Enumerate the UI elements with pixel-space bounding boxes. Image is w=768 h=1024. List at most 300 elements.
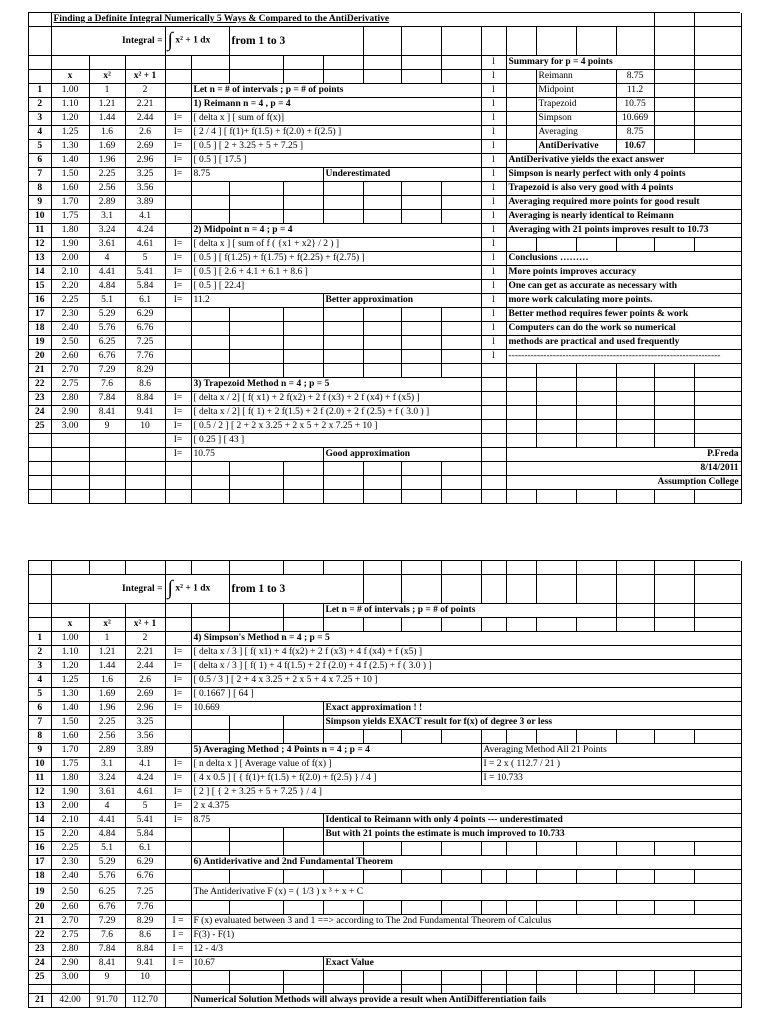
col-header-x: x (51, 618, 89, 632)
x-squared-value: 7.29 (89, 364, 125, 378)
x-value: 2.25 (51, 842, 89, 856)
x-total: 42.00 (51, 994, 89, 1008)
definitions-line: Let n = # of intervals ; p = # of points (323, 604, 616, 618)
table-row (29, 786, 741, 800)
x-squared-value: 8.41 (89, 406, 125, 420)
side-note: I = 2 x ( 112.7 / 21 ) (481, 758, 741, 772)
row-number: 5 (29, 688, 51, 702)
table-row (29, 224, 741, 238)
table-row (29, 971, 741, 985)
equation-prefix: I= (165, 702, 191, 716)
note-text: P.Freda (506, 448, 741, 462)
x-value: 2.25 (51, 294, 89, 308)
equation-prefix (165, 884, 191, 901)
equation-prefix (165, 632, 191, 646)
x-squared-value (89, 476, 125, 490)
x-squared-value: 1.6 (89, 126, 125, 140)
equation-prefix (165, 378, 191, 392)
function-value: 5 (125, 800, 165, 814)
totals-row (29, 994, 741, 1008)
x-value: 1.50 (51, 168, 89, 182)
table-row (29, 112, 741, 126)
divider-mark: l (481, 294, 506, 308)
row-number: 16 (29, 842, 51, 856)
x-value: 2.10 (51, 814, 89, 828)
divider-mark (481, 406, 506, 420)
equation-prefix: I = (165, 929, 191, 943)
function-value: 3.89 (125, 744, 165, 758)
function-value: 4.61 (125, 786, 165, 800)
x-squared-value: 1 (89, 84, 125, 98)
summary-name: Trapezoid (536, 98, 616, 112)
x-value: 2.80 (51, 943, 89, 957)
divider-mark (481, 462, 506, 476)
table-row (29, 210, 741, 224)
x-value: 1.70 (51, 744, 89, 758)
table-row (29, 252, 741, 266)
x-squared-value: 5.76 (89, 870, 125, 884)
x-value: 2.30 (51, 308, 89, 322)
worksheet-top (28, 12, 740, 504)
row-number: 13 (29, 252, 51, 266)
work-text: 3) Trapezoid Method n = 4 ; p = 5 (191, 378, 481, 392)
x-squared-value: 4.84 (89, 828, 125, 842)
row-number: 24 (29, 406, 51, 420)
summary-name: Reimann (536, 70, 616, 84)
row-number: 16 (29, 294, 51, 308)
table-row (29, 772, 741, 786)
work-text: 2) Midpoint n = 4 ; p = 4 (191, 224, 481, 238)
x-value: 3.00 (51, 420, 89, 434)
function-value (125, 462, 165, 476)
x-squared-value: 6.76 (89, 350, 125, 364)
x-squared-value: 2.56 (89, 730, 125, 744)
table-row (29, 870, 741, 884)
row-number (29, 434, 51, 448)
divider-mark: l (481, 154, 506, 168)
table-row (29, 730, 741, 744)
divider-mark: l (481, 308, 506, 322)
work-text: 10.669 (191, 702, 323, 716)
x-squared-value (89, 448, 125, 462)
x-squared-value: 1.44 (89, 112, 125, 126)
x-value: 2.40 (51, 870, 89, 884)
equation-prefix (165, 730, 191, 744)
row-number (29, 462, 51, 476)
table-row (29, 406, 741, 420)
x-value: 1.80 (51, 224, 89, 238)
x-value: 1.20 (51, 660, 89, 674)
row-number: 19 (29, 336, 51, 350)
row-number: 23 (29, 392, 51, 406)
table-row (29, 378, 741, 392)
divider-mark: l (481, 168, 506, 182)
x-value: 2.00 (51, 800, 89, 814)
function-value: 2 (125, 632, 165, 646)
row-number: 21 (29, 915, 51, 929)
row-number: 7 (29, 716, 51, 730)
x-squared-value: 2.25 (89, 716, 125, 730)
work-text: [ 0.5 ] [ 2.6 + 4.1 + 6.1 + 8.6 ] (191, 266, 481, 280)
equation-prefix: I= (165, 406, 191, 420)
function-value: 4.24 (125, 224, 165, 238)
table-row (29, 350, 741, 364)
equation-prefix: I= (165, 800, 191, 814)
divider-mark: l (481, 196, 506, 210)
equation-prefix (165, 350, 191, 364)
equation-prefix (165, 870, 191, 884)
row-number: 3 (29, 660, 51, 674)
row-number: 8 (29, 730, 51, 744)
function-value: 7.76 (125, 350, 165, 364)
divider-mark: l (481, 126, 506, 140)
x-squared-value: 4.41 (89, 814, 125, 828)
table-row (29, 168, 741, 182)
x-squared-value: 5.76 (89, 322, 125, 336)
table-row (29, 814, 741, 828)
x-squared-value: 4 (89, 800, 125, 814)
table-row (29, 901, 741, 915)
divider-mark: l (481, 322, 506, 336)
table-row (29, 126, 741, 140)
equation-prefix: I= (165, 814, 191, 828)
x-value: 2.40 (51, 322, 89, 336)
function-value (125, 448, 165, 462)
x-squared-total: 91.70 (89, 994, 125, 1008)
work-text: 2 x 4.375 (191, 800, 741, 814)
divider-mark (481, 434, 506, 448)
x-value: 2.80 (51, 392, 89, 406)
function-value: 8.6 (125, 378, 165, 392)
x-value: 3.00 (51, 971, 89, 985)
side-note: Averaging Method All 21 Points (481, 744, 741, 758)
work-note: Underestimated (323, 168, 481, 182)
table-row (29, 98, 741, 112)
x-squared-value: 4.41 (89, 266, 125, 280)
work-note: Exact approximation ! ! (323, 702, 741, 716)
table-row (29, 182, 741, 196)
table-row (29, 758, 741, 772)
x-value (51, 476, 89, 490)
work-note: Simpson yields EXACT result for f(x) of degree 3 or less (323, 716, 741, 730)
row-number: 3 (29, 112, 51, 126)
row-number: 8 (29, 182, 51, 196)
row-number: 1 (29, 632, 51, 646)
function-value: 3.25 (125, 168, 165, 182)
work-text: 8.75 (191, 814, 323, 828)
row-number: 11 (29, 224, 51, 238)
equation-prefix (165, 210, 191, 224)
equation-prefix: I= (165, 646, 191, 660)
function-value: 2.96 (125, 702, 165, 716)
work-text: [ 0.5 / 3 ] [ 2 + 4 x 3.25 + 2 x 5 + 4 x 7.25 + 10 ] (191, 674, 741, 688)
table-row (29, 154, 741, 168)
row-number: 18 (29, 870, 51, 884)
x-value: 1.50 (51, 716, 89, 730)
note-text: Conclusions ……… (506, 252, 741, 266)
equation-prefix: I = (165, 943, 191, 957)
x-squared-value: 7.29 (89, 915, 125, 929)
function-value: 8.84 (125, 943, 165, 957)
note-text: methods are practical and used frequently (506, 336, 741, 350)
summary-name: AntiDerivative (536, 140, 616, 154)
divider-mark (481, 476, 506, 490)
note-text: Simpson is nearly perfect with only 4 points (506, 168, 741, 182)
function-value: 5.84 (125, 280, 165, 294)
equation-prefix (165, 716, 191, 730)
function-value: 2.21 (125, 646, 165, 660)
function-value: 5.84 (125, 828, 165, 842)
table-row (29, 336, 741, 350)
function-value: 2.44 (125, 112, 165, 126)
function-value: 2.69 (125, 688, 165, 702)
row-number: 12 (29, 238, 51, 252)
x-squared-value: 1.21 (89, 646, 125, 660)
divider-mark: l (481, 336, 506, 350)
row-number: 17 (29, 856, 51, 870)
work-text: 6) Antiderivative and 2nd Fundamental Theorem (191, 856, 741, 870)
x-squared-value: 3.24 (89, 772, 125, 786)
worksheet-bottom (28, 560, 740, 1008)
x-squared-value: 5.29 (89, 308, 125, 322)
function-value: 9.41 (125, 406, 165, 420)
x-value (51, 448, 89, 462)
x-value: 2.70 (51, 364, 89, 378)
table-row (29, 688, 741, 702)
table-row (29, 392, 741, 406)
x-squared-value: 7.84 (89, 392, 125, 406)
function-value: 2.96 (125, 154, 165, 168)
row-number: 4 (29, 674, 51, 688)
work-text: 5) Averaging Method ; 4 Points n = 4 ; p = 4 (191, 744, 481, 758)
row-number (29, 476, 51, 490)
col-header-x-squared: x² (89, 70, 125, 84)
note-text: Averaging is nearly identical to Reimann (506, 210, 741, 224)
worksheet-bottom-grid (29, 561, 742, 1008)
equation-prefix: I = (165, 957, 191, 971)
x-value: 1.60 (51, 730, 89, 744)
x-value: 2.90 (51, 406, 89, 420)
row-number: 22 (29, 929, 51, 943)
equation-prefix: I= (165, 448, 191, 462)
function-value: 8.84 (125, 392, 165, 406)
divider-mark: l (481, 84, 506, 98)
row-number: 2 (29, 98, 51, 112)
integral-bounds: from 1 to 3 (229, 27, 363, 56)
function-value: 2.6 (125, 674, 165, 688)
table-row (29, 420, 741, 434)
x-value (51, 434, 89, 448)
col-header-x-squared: x² (89, 618, 125, 632)
equation-prefix (165, 182, 191, 196)
row-number: 1 (29, 84, 51, 98)
function-value: 8.6 (125, 929, 165, 943)
x-value: 2.60 (51, 901, 89, 915)
divider-mark: l (481, 252, 506, 266)
integral-expression: ∫ x² + 1 dx (165, 575, 229, 604)
x-squared-value: 7.84 (89, 943, 125, 957)
note-text: Better method requires fewer points & work (506, 308, 741, 322)
x-squared-value: 8.41 (89, 957, 125, 971)
function-value: 7.76 (125, 901, 165, 915)
equation-prefix: I= (165, 688, 191, 702)
row-number: 10 (29, 758, 51, 772)
x-value: 1.90 (51, 786, 89, 800)
x-value: 2.75 (51, 378, 89, 392)
function-value: 4.61 (125, 238, 165, 252)
work-text: [ delta x / 3 ] [ f( x1) + 4 f(x2) + 2 f (x3) + 4 f (x4) + f (x5) ] (191, 646, 741, 660)
row-number: 6 (29, 154, 51, 168)
table-row (29, 476, 741, 490)
work-text: 11.2 (191, 294, 323, 308)
divider-mark: l (481, 112, 506, 126)
table-row (29, 702, 741, 716)
x-squared-value: 3.1 (89, 758, 125, 772)
note-text: more work calculating more points. (506, 294, 741, 308)
equation-prefix: I= (165, 758, 191, 772)
x-squared-value: 1.69 (89, 140, 125, 154)
row-number: 23 (29, 943, 51, 957)
divider-mark: l (481, 182, 506, 196)
x-value: 2.20 (51, 828, 89, 842)
table-row (29, 434, 741, 448)
work-text: [ delta x / 2] [ f( 1) + 2 f(1.5) + 2 f (2.0) + 2 f (2.5) + f ( 3.0 ) ] (191, 406, 481, 420)
row-number: 21 (29, 364, 51, 378)
x-squared-value: 7.6 (89, 378, 125, 392)
summary-value: 10.67 (616, 140, 654, 154)
divider-mark: l (481, 70, 506, 84)
divider-mark: l (481, 224, 506, 238)
x-value: 2.50 (51, 336, 89, 350)
function-value: 8.29 (125, 364, 165, 378)
function-value (125, 434, 165, 448)
x-squared-value: 3.24 (89, 224, 125, 238)
work-text: [ 0.5 ] [ 17.5 ] (191, 154, 481, 168)
x-value: 1.80 (51, 772, 89, 786)
summary-name: Averaging (536, 126, 616, 140)
equation-prefix (165, 308, 191, 322)
row-number: 2 (29, 646, 51, 660)
work-text: F (x) evaluated between 3 and 1 ==> according to The 2nd Fundamental Theorem of Calculus (191, 915, 741, 929)
table-row (29, 646, 741, 660)
function-value: 6.76 (125, 322, 165, 336)
x-squared-value (89, 462, 125, 476)
x-squared-value: 6.76 (89, 901, 125, 915)
row-number: 17 (29, 308, 51, 322)
table-row (29, 716, 741, 730)
function-value: 6.29 (125, 308, 165, 322)
closing-statement: Numerical Solution Methods will always provide a result when AntiDifferentiation fails (191, 994, 741, 1008)
work-note: Good approximation (323, 448, 481, 462)
equation-prefix: I = (165, 915, 191, 929)
col-header-x: x (51, 70, 89, 84)
equation-prefix (165, 828, 191, 842)
divider-mark (481, 448, 506, 462)
x-value: 1.75 (51, 210, 89, 224)
work-text: [ 0.5 ] [ f(1.25) + f(1.75) + f(2.25) + f(2.75) ] (191, 252, 481, 266)
equation-prefix: I= (165, 660, 191, 674)
equation-prefix (165, 744, 191, 758)
row-number: 15 (29, 828, 51, 842)
equation-prefix (165, 84, 191, 98)
table-row (29, 632, 741, 646)
divider-mark: l (481, 350, 506, 364)
divider-mark (481, 364, 506, 378)
work-text: [ 0.5 ] [ 22.4] (191, 280, 481, 294)
divider-mark (481, 378, 506, 392)
equation-prefix (165, 971, 191, 985)
divider-mark: l (481, 238, 506, 252)
table-row (29, 266, 741, 280)
summary-value: 8.75 (616, 126, 654, 140)
function-value: 2.69 (125, 140, 165, 154)
work-text: 4) Simpson's Method n = 4 ; p = 5 (191, 632, 741, 646)
equation-prefix: I= (165, 420, 191, 434)
divider-mark: l (481, 210, 506, 224)
integral-expression: ∫ x² + 1 dx (165, 27, 229, 56)
table-row (29, 196, 741, 210)
x-squared-value: 3.61 (89, 786, 125, 800)
side-note: I = 10.733 (481, 772, 741, 786)
x-squared-value: 6.25 (89, 336, 125, 350)
row-number: 25 (29, 420, 51, 434)
table-row (29, 448, 741, 462)
row-number: 6 (29, 702, 51, 716)
work-text: [ 2 / 4 ] [ f(1)+ f(1.5) + f(2.0) + f(2.5) ] (191, 126, 481, 140)
row-number: 19 (29, 884, 51, 901)
table-row (29, 660, 741, 674)
x-value: 1.90 (51, 238, 89, 252)
row-number: 12 (29, 786, 51, 800)
row-number: 10 (29, 210, 51, 224)
row-number: 25 (29, 971, 51, 985)
x-squared-value: 1.6 (89, 674, 125, 688)
x-squared-value: 3.1 (89, 210, 125, 224)
work-text: 1) Reimann n = 4 , p = 4 (191, 98, 481, 112)
function-value: 8.29 (125, 915, 165, 929)
x-squared-value: 5.1 (89, 294, 125, 308)
x-squared-value: 2.56 (89, 182, 125, 196)
equation-prefix: I= (165, 674, 191, 688)
x-value: 1.40 (51, 154, 89, 168)
table-row (29, 364, 741, 378)
table-row (29, 856, 741, 870)
equation-prefix: I= (165, 434, 191, 448)
equation-prefix: I= (165, 252, 191, 266)
work-text: The Antiderivative F (x) = ( 1/3 ) x ³ + x + C (191, 884, 741, 901)
summary-value: 10.75 (616, 98, 654, 112)
work-text: [ 0.5 / 2 ] [ 2 + 2 x 3.25 + 2 x 5 + 2 x 7.25 + 10 ] (191, 420, 481, 434)
x-value: 1.25 (51, 674, 89, 688)
x-squared-value: 1.21 (89, 98, 125, 112)
x-value: 1.10 (51, 646, 89, 660)
equation-prefix (165, 842, 191, 856)
divider-mark: l (481, 280, 506, 294)
table-row (29, 140, 741, 154)
row-number: 24 (29, 957, 51, 971)
x-squared-value: 9 (89, 420, 125, 434)
x-squared-value: 1.96 (89, 154, 125, 168)
function-value: 4.1 (125, 210, 165, 224)
row-number: 15 (29, 280, 51, 294)
x-value: 1.30 (51, 688, 89, 702)
x-squared-value: 2.89 (89, 744, 125, 758)
table-row (29, 842, 741, 856)
function-value: 5.41 (125, 266, 165, 280)
x-squared-value: 3.61 (89, 238, 125, 252)
note-text: Trapezoid is also very good with 4 points (506, 182, 741, 196)
table-row (29, 957, 741, 971)
